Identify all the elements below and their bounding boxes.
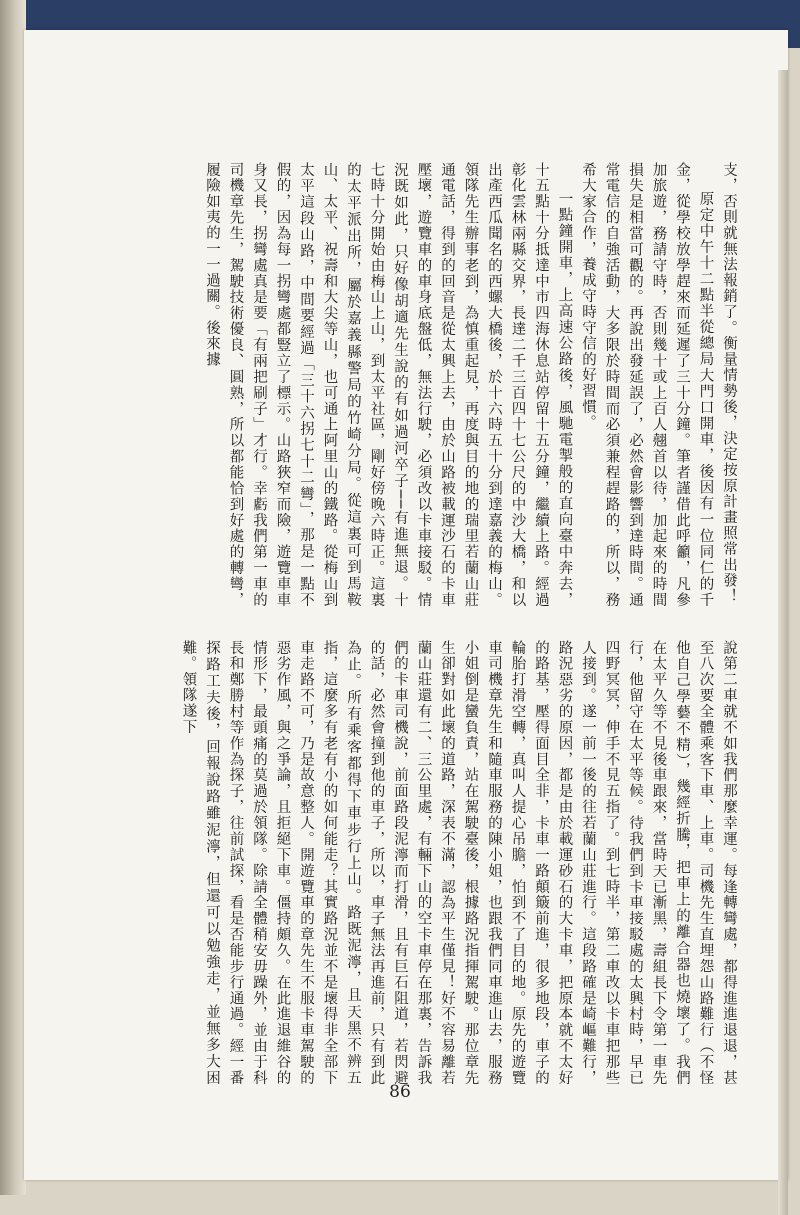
text-block-top [60,162,740,608]
book-binding [0,0,26,1195]
paragraph: 支，否則就無法報銷了。衡量情勢後，決定按原計畫照常出發！ [721,162,737,605]
page-edge [778,70,788,1215]
paragraph: 一點鐘開車，上高速公路後，風馳電掣般的直向臺中奔去，十五點十分抵達中市四海休息站停留十五分鐘，繼續上路。經過彰化雲林兩縣交界，長達二千三百四十七公尺的中沙大橋，和以出產西瓜聞名的西螺大橋後，於十六時五十分到達嘉義的梅山。領隊先生辦事老到，為慎重起見，再度與目的地的瑞里若蘭山莊通電話，得到的回音是從太興上去，由於山路被載運沙石的卡車壓壞，遊覽車的車身底盤低，無法行駛，必須改以卡車接駁。情況既如此，只好像胡適先生說的有如過河卒子──有進無退。十七時十分開始由梅山上山，到太平社區，剛好傍晚六時正。這裏的太平派出所，屬於嘉義縣警局的竹崎分局。從這裏可到馬鞍山、太平、祝壽和大尖等山，也可通上阿里山的鐵路。從梅山到太平這段山路，中間要經過「三十六拐七十二彎」，那是一點不假的，因為每一拐彎處都豎立了標示。山路狹窄而險，遊覽車車身又長，拐彎處真是要「有兩把刷子」才行。幸虧我們第一車的司機章先生，駕駛技術優良、圓熟，所以都能恰到好處的轉彎，履險如夷的一一過關。後來據 [204,162,573,608]
paragraph: 說第二車就不如我們那麼幸運。每逢轉彎處，都得進進退退，甚至八次要全體乘客下車、上車。司機先生直埋怨山路難行（不怪他自己學藝不精），幾經折騰，把車上的離合器也燒壞了。我們在太平久等不見後車跟來，當時天已漸黑，壽組長下令第一車先行，他留守在太平等候。待我們到卡車接駁處的太興村時，早已四野冥冥，伸手不見五指了。到七時半，第二車改以卡車把那些人接到。遂一前一後的往若蘭山莊進行。這段路確是崎嶇難行，路況惡劣的原因，都是由於載運砂石的大卡車，把原本就不太好的路基，壓得面目全非，卡車一路顛簸前進，很多地段，車子的輪胎打滑空轉，真叫人提心吊膽，怕到不了目的地。原先的遊覽車司機章先生和隨車服務的陳小姐，也跟我們同車進山去，服務小姐倒是蠻負責，站在駕駛臺後，根據路況指揮駕駛。那位章先生卻對如此壞的道路，深表不滿，認為平生僅見！好不容易離若蘭山莊還有二、三公里處，有輛下山的空卡車停在那裏，告訴我們的卡車司機說，前面路段泥濘而打滑，且有巨石阻道，若閃避的話，必然會撞到他的車子，所以，車子無法再進前，只有到此為止。所有乘客都得下車步行上山。路既泥濘，且天黑不辨五指，這麼多有老有小的如何能走？其實路況並不是壞得非全部下車走路不可，乃是故意整人。開遊覽車的章先生不服卡車駕駛的惡劣作風，與之爭論，且拒絕下車。僵持頗久。在此進退維谷的情形下，最頭痛的莫過於領隊。除請全體稍安毋躁外，並由于科長和鄭勝村等作為探子，往前試探，看是否能步行通過。經一番探路工夫後，回報說路雖泥濘，但還可以勉強走，並無多大困難。領隊遂下 [180,640,737,1086]
paragraph: 原定中午十二點半從總局大門口開車，後因有一位同仁的千金，從學校放學趕來而延遲了三十分鐘。筆者謹借此呼籲，凡參加旅遊，務請守時，否則幾十或上百人翹首以待，加起來的時間損失是相當可觀的。再說出發延誤了，必然會影響到達時間。通常電信的自強活動，大多限於時間而必須兼程趕路的，所以，務希大家合作，養成守時守信的好習慣。 [580,162,714,608]
text-block-bottom [54,640,740,1086]
page-number: 86 [389,1082,411,1102]
